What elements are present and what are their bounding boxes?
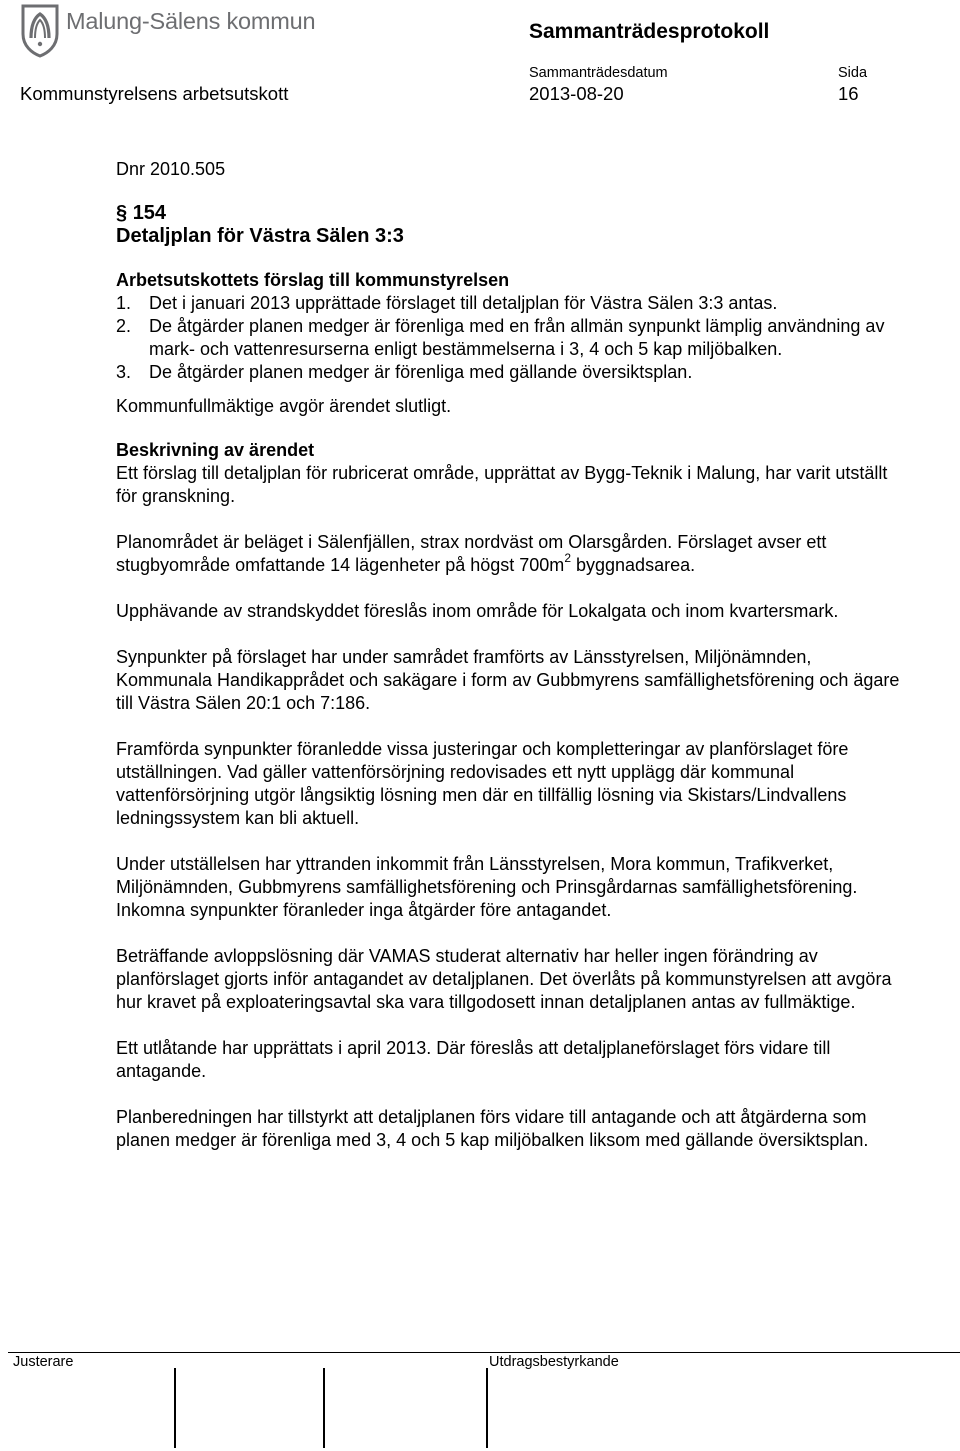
page-label: Sida [838,65,868,81]
protocol-body [116,158,906,1175]
description-paragraph: Framförda synpunkter föranledde vissa justeringar och kompletteringar av planförslaget före utställningen. Vad gäller vattenförsörjning redovisades ett nytt upplägg där kommunal vattenförsörjning utgör långsiktig lösning men där en tillfällig lösning via Skistars/Lindvallens ledningssystem kan bli aktuell. [116,739,849,828]
paragraph-heading [116,202,906,225]
document-type: Sammanträdesprotokoll [529,20,770,43]
paragraph-number: 154 [132,202,167,224]
description-paragraph: Upphävande av strandskyddet föreslås inom område för Lokalgata och inom kvartersmark. [116,601,839,621]
description-paragraph: Ett förslag till detaljplan för rubricerat område, upprättat av Bygg-Teknik i Malung, har varit utställt för granskning. [116,463,888,506]
list-text: De åtgärder planen medger är förenliga med gällande översiktsplan. [149,362,693,382]
paragraph-text: byggnadsarea. [571,555,696,575]
signature-divider [174,1368,176,1448]
proposal-list [116,292,906,384]
meeting-date: 2013-08-20 [529,83,624,104]
list-number: 2. [116,316,132,336]
description-paragraph [116,531,906,577]
meeting-date-label: Sammanträdesdatum [529,65,668,81]
superscript: 2 [564,551,571,565]
signature-divider [323,1368,325,1448]
description-paragraph: Ett utlåtande har upprättats i april 2013. Där föreslås att detaljplaneförslaget förs vidare till antagande. [116,1038,831,1081]
list-number: 1. [116,293,132,313]
page-number: 16 [838,83,859,104]
description-paragraph: Planberedningen har tillstyrkt att detaljplanen förs vidare till antagande och att åtgärderna som planen medger är förenliga med 3, 4 och 5 kap miljöbalken liksom med gällande översiktsplan. [116,1107,869,1150]
paragraph-sign: § [116,202,128,224]
list-number: 3. [116,362,132,382]
adjuster-label: Justerare [13,1354,74,1370]
decision-note: Kommunfullmäktige avgör ärendet slutligt. [116,396,452,416]
description-paragraph: Under utställelsen har yttranden inkommit från Länsstyrelsen, Mora kommun, Trafikverket, Miljönämnden, Gubbmyrens samfällighetsförening och Prinsgårdarnas samfällighetsförening. Inkomna synpunkter föranleder inga åtgärder före antagandet. [116,854,858,920]
org-name: Malung-Sälens kommun [66,8,316,34]
certification-label: Utdragsbestyrkande [489,1354,619,1370]
signature-divider [486,1368,488,1448]
case-number: Dnr 2010.505 [116,159,226,179]
list-item [116,315,906,361]
municipality-logo [20,4,60,58]
list-item [116,361,906,384]
list-text: De åtgärder planen medger är förenliga med en från allmän synpunkt lämplig användning av mark- och vattenresurserna enligt bestämmelserna i 3, 4 och 5 kap miljöbalken. [149,316,885,359]
municipal-crest-icon [20,4,60,58]
description-heading: Beskrivning av ärendet [116,440,315,460]
list-item [116,292,906,315]
case-title: Detaljplan för Västra Sälen 3:3 [116,225,404,247]
paragraph-text: Planområdet är beläget i Sälenfjällen, strax nordväst om Olarsgården. Förslaget avser ett stugbyområde omfattande 14 lägenheter på högst 700m [116,532,827,575]
description-paragraph: Synpunkter på förslaget har under samrådet framförts av Länsstyrelsen, Miljönämnden, Kommunala Handikapprådet och sakägare i form av Gubbmyrens samfällighetsförening och ägare till Västra Sälen 20:1 och 7:186. [116,647,900,713]
proposal-heading: Arbetsutskottets förslag till kommunstyrelsen [116,270,510,290]
description-paragraph: Beträffande avloppslösning där VAMAS studerat alternativ har heller ingen förändring av planförslaget gjorts inför antagandet av detaljplanen. Det överlåts på kommunstyrelsen att avgöra hur kravet på exploateringsavtal ska vara tillgodosett innan detaljplanen antas av fullmäktige. [116,946,892,1012]
committee-name: Kommunstyrelsens arbetsutskott [20,83,289,104]
list-text: Det i januari 2013 upprättade förslaget till detaljplan för Västra Sälen 3:3 antas. [149,293,778,313]
footer-divider [8,1352,960,1353]
